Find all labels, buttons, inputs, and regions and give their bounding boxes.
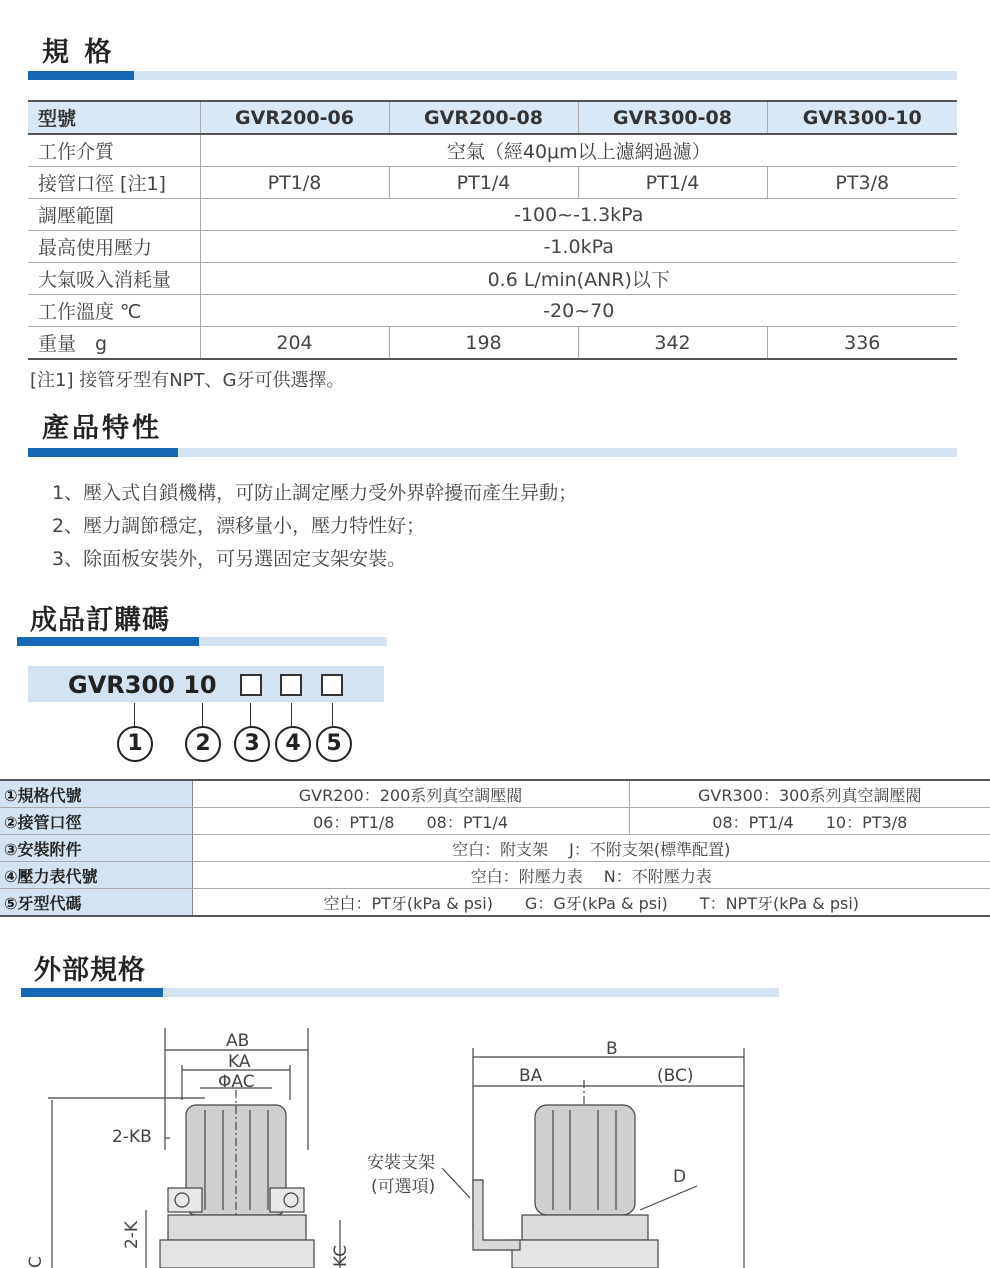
table-cell: 空白：PT牙(kPa & psi) G：G牙(kPa & psi) T：NPT牙(kPa & psi) bbox=[192, 889, 990, 917]
row-label: 工作溫度 ℃ bbox=[28, 295, 200, 327]
spec-note: [注1] 接管牙型有NPT、G牙可供選擇。 bbox=[30, 370, 345, 391]
table-cell: PT1/4 bbox=[578, 167, 767, 199]
header-cell: GVR300-08 bbox=[578, 101, 767, 134]
table-cell: -1.0kPa bbox=[200, 231, 957, 263]
dim-ac: ΦAC bbox=[218, 1072, 255, 1092]
spec-table bbox=[28, 100, 957, 360]
code-slot-3 bbox=[240, 674, 262, 696]
leader-line bbox=[134, 703, 135, 726]
feature-item: 1、壓入式自鎖機構，可防止調定壓力受外界幹擾而產生异動； bbox=[52, 482, 578, 504]
table-row bbox=[0, 808, 990, 835]
table-cell: 336 bbox=[767, 327, 957, 360]
leader-line bbox=[291, 703, 292, 726]
bracket-label: 安裝支架 bbox=[367, 1153, 435, 1173]
table-row bbox=[28, 134, 957, 167]
table-cell: 空氣（經40μm以上濾網過濾） bbox=[200, 134, 957, 167]
section-divider bbox=[28, 448, 957, 457]
order-code-box bbox=[28, 666, 384, 702]
table-row bbox=[28, 167, 957, 199]
header-cell: GVR200-08 bbox=[389, 101, 578, 134]
table-cell: 空白：附壓力表 N：不附壓力表 bbox=[192, 862, 990, 889]
table-cell: GVR200：200系列真空調壓閥 bbox=[192, 780, 629, 808]
code-position-2: 2 bbox=[185, 726, 221, 762]
section-title-features: 產品特性 bbox=[42, 413, 162, 444]
leader-line bbox=[202, 703, 203, 726]
row-label: 接管口徑 [注1] bbox=[28, 167, 200, 199]
row-label: ①規格代號 bbox=[0, 780, 192, 808]
feature-item: 2、壓力調節穩定，漂移量小，壓力特性好； bbox=[52, 515, 426, 537]
table-cell: 198 bbox=[389, 327, 578, 360]
table-cell: 08：PT1/4 10：PT3/8 bbox=[629, 808, 990, 835]
section-title-spec: 規 格 bbox=[42, 37, 115, 68]
table-cell: GVR300：300系列真空調壓閥 bbox=[629, 780, 990, 808]
header-cell: 型號 bbox=[28, 101, 200, 134]
table-cell: PT1/4 bbox=[389, 167, 578, 199]
dim-ab: AB bbox=[226, 1031, 250, 1051]
row-label: 調壓範圍 bbox=[28, 199, 200, 231]
table-cell: 204 bbox=[200, 327, 389, 360]
dim-d: D bbox=[673, 1167, 687, 1187]
table-cell: 0.6 L/min(ANR)以下 bbox=[200, 263, 957, 295]
table-cell: -100~-1.3kPa bbox=[200, 199, 957, 231]
bracket-optional-label: (可選項) bbox=[371, 1177, 436, 1197]
table-row bbox=[28, 101, 957, 134]
table-row bbox=[0, 889, 990, 917]
order-code-table bbox=[0, 779, 990, 917]
code-slot-4 bbox=[280, 674, 302, 696]
table-row bbox=[28, 295, 957, 327]
table-cell: PT3/8 bbox=[767, 167, 957, 199]
code-position-5: 5 bbox=[316, 726, 352, 762]
code-position-1: 1 bbox=[117, 726, 153, 762]
dim-bc: (BC) bbox=[657, 1066, 694, 1086]
row-label: 重量 g bbox=[28, 327, 200, 360]
dim-kb: 2-KB bbox=[112, 1127, 152, 1147]
code-position-4: 4 bbox=[275, 726, 311, 762]
table-row bbox=[28, 231, 957, 263]
table-cell: 342 bbox=[578, 327, 767, 360]
row-label: 工作介質 bbox=[28, 134, 200, 167]
order-code: GVR300 10 bbox=[68, 671, 217, 699]
dim-kc: KC bbox=[331, 1244, 352, 1268]
table-row bbox=[28, 327, 957, 360]
section-title-external: 外部規格 bbox=[34, 955, 146, 986]
dim-b: B bbox=[606, 1039, 618, 1059]
table-row bbox=[0, 862, 990, 889]
row-label: 大氣吸入消耗量 bbox=[28, 263, 200, 295]
table-cell: -20~70 bbox=[200, 295, 957, 327]
section-divider bbox=[28, 71, 957, 80]
table-cell: PT1/8 bbox=[200, 167, 389, 199]
feature-item: 3、除面板安裝外，可另選固定支架安裝。 bbox=[52, 548, 407, 570]
dim-k: 2-K bbox=[122, 1220, 143, 1250]
leader-line bbox=[332, 703, 333, 726]
row-label: 最高使用壓力 bbox=[28, 231, 200, 263]
code-slot-5 bbox=[321, 674, 343, 696]
table-row bbox=[28, 199, 957, 231]
row-label: ②接管口徑 bbox=[0, 808, 192, 835]
table-cell: 空白：附支架 J：不附支架(標準配置) bbox=[192, 835, 990, 862]
header-cell: GVR200-06 bbox=[200, 101, 389, 134]
section-divider bbox=[17, 637, 387, 646]
row-label: ③安裝附件 bbox=[0, 835, 192, 862]
table-row bbox=[0, 780, 990, 808]
row-label: ⑤牙型代碼 bbox=[0, 889, 192, 917]
code-position-3: 3 bbox=[234, 726, 270, 762]
dim-ba: BA bbox=[519, 1066, 543, 1086]
table-row bbox=[0, 835, 990, 862]
row-label: ④壓力表代號 bbox=[0, 862, 192, 889]
table-row bbox=[28, 263, 957, 295]
section-title-order: 成品訂購碼 bbox=[30, 605, 170, 636]
table-cell: 06：PT1/8 08：PT1/4 bbox=[192, 808, 629, 835]
section-divider bbox=[21, 988, 779, 997]
dim-c: C bbox=[25, 1256, 46, 1268]
header-cell: GVR300-10 bbox=[767, 101, 957, 134]
leader-line bbox=[250, 703, 251, 726]
dim-ka: KA bbox=[228, 1052, 251, 1072]
